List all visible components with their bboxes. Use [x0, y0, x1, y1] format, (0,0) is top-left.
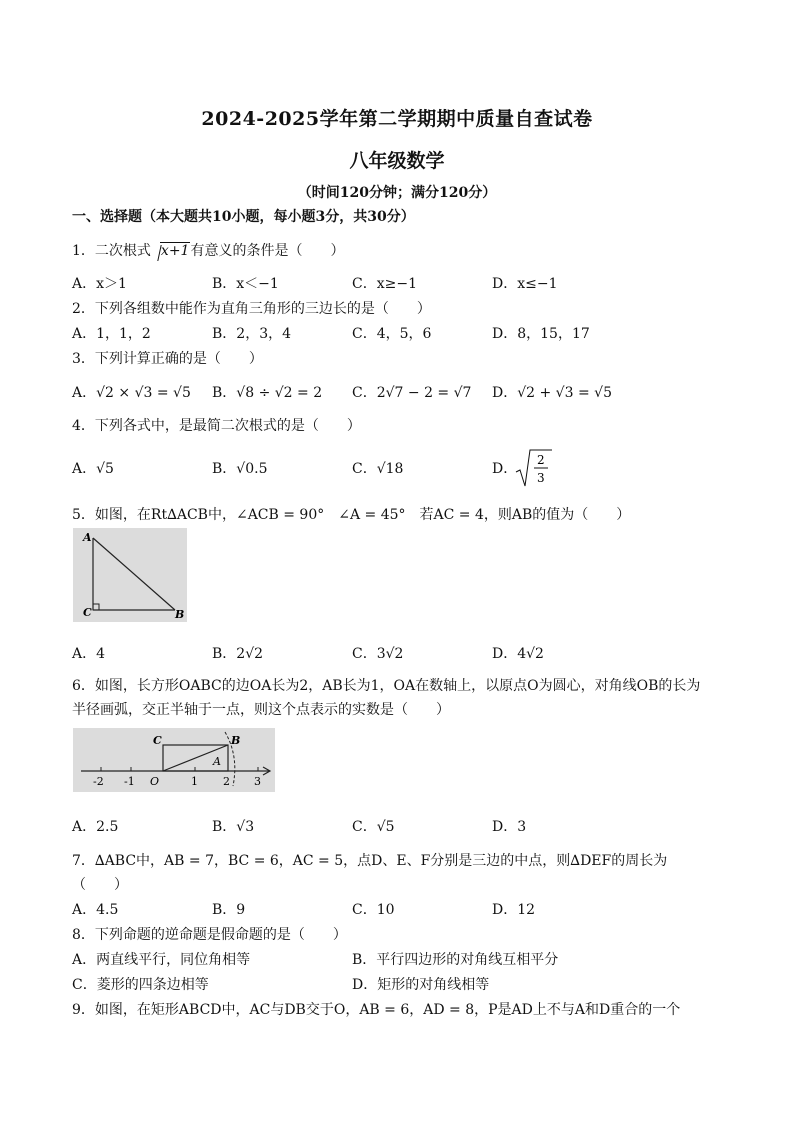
tick-label-neg1: -1 [124, 775, 135, 788]
question-5-option-b: B．2√2 [212, 646, 264, 662]
question-6-option-d: D．3 [492, 819, 527, 835]
question-3-option-a: A．√2 × √3 = √5 [72, 385, 191, 401]
question-7-option-b: B．9 [212, 902, 246, 918]
question-2-option-c: C．4，5，6 [352, 326, 432, 342]
question-5-option-d: D．4√2 [492, 646, 544, 662]
question-1-stem-b: 有意义的条件是（ ） [190, 243, 345, 259]
question-9-stem: 9．如图，在矩形ABCD中，AC与DB交于O，AB = 6，AD = 8，P是AD上不与A和D重合的一个 [72, 1002, 681, 1018]
question-4-stem: 4．下列各式中，是最简二次根式的是（ ） [72, 418, 361, 434]
question-7-option-d: D．12 [492, 902, 536, 918]
question-8-option-d: D．矩形的对角线相等 [352, 977, 490, 993]
question-3-option-b: B．√8 ÷ √2 = 2 [212, 385, 323, 401]
question-2-stem: 2．下列各组数中能作为直角三角形的三边长的是（ ） [72, 301, 431, 317]
exam-title: 2024-2025学年第二学期期中质量自查试卷 [201, 108, 593, 130]
question-5-option-c: C．3√2 [352, 646, 404, 662]
point-label-b: B [231, 734, 241, 747]
tick-label-neg2: -2 [93, 775, 104, 788]
vertex-label-b: B [175, 608, 185, 621]
point-label-a: A [213, 755, 221, 768]
section-heading: 一、选择题（本大题共10小题，每小题3分，共30分） [72, 209, 415, 225]
radicand: x+1 [160, 243, 190, 259]
question-5-stem: 5．如图，在Rt∆ACB中，∠ACB = 90° ∠A = 45° 若AC = 4，则AB的值为（ ） [72, 507, 631, 523]
question-4-option-c: C．√18 [352, 461, 404, 477]
vertex-label-c: C [83, 606, 92, 619]
question-3-option-d: D．√2 + √3 = √5 [492, 385, 612, 401]
question-8-option-a: A．两直线平行，同位角相等 [72, 952, 251, 968]
question-1-stem [72, 240, 344, 260]
question-5-option-a: A．4 [72, 646, 106, 662]
question-6-option-a: A．2.5 [72, 819, 119, 835]
tick-label-1: 1 [191, 775, 198, 788]
point-label-c: C [153, 734, 162, 747]
question-4-option-a: A．√5 [72, 461, 114, 477]
question-8-option-c: C．菱形的四条边相等 [72, 977, 209, 993]
question-8-stem: 8．下列命题的逆命题是假命题的是（ ） [72, 927, 347, 943]
fraction-numerator: 2 [537, 453, 545, 467]
radical-sign [151, 243, 191, 259]
question-6-stem-line1: 6．如图，长方形OABC的边OA长为2，AB长为1，OA在数轴上，以原点O为圆心，对角线OB的长为 [72, 678, 701, 694]
question-6-option-c: C．√5 [352, 819, 395, 835]
question-1-option-a: A．x＞1 [72, 276, 127, 292]
question-7-stem-line1: 7．∆ABC中，AB = 7，BC = 6，AC = 5，点D、E、F分别是三边的中点，则∆DEF的周长为 [72, 853, 668, 869]
question-3-option-c: C．2√7 − 2 = √7 [352, 385, 472, 401]
question-2-option-d: D．8，15，17 [492, 326, 590, 342]
question-1-option-d: D．x≤−1 [492, 276, 558, 292]
question-1-option-c: C．x≥−1 [352, 276, 417, 292]
question-2-option-a: A．1，1，2 [72, 326, 151, 342]
triangle-figure [73, 528, 187, 622]
question-4-option-b: B．√0.5 [212, 461, 268, 477]
tick-label-origin: O [150, 775, 160, 788]
fraction-denominator: 3 [537, 471, 545, 485]
tick-label-2: 2 [223, 775, 230, 788]
vertex-label-a: A [83, 531, 92, 544]
question-2-option-b: B．2，3，4 [212, 326, 292, 342]
question-7-stem-line2: （ ） [72, 877, 128, 893]
question-6-option-b: B．√3 [212, 819, 255, 835]
tick-label-3: 3 [254, 775, 261, 788]
exam-subject: 八年级数学 [349, 150, 445, 172]
question-6-stem-line2: 半径画弧，交正半轴于一点，则这个点表示的实数是（ ） [72, 702, 450, 718]
question-3-stem: 3．下列计算正确的是（ ） [72, 351, 263, 367]
question-1-option-b: B．x＜−1 [212, 276, 279, 292]
question-4-option-d-label: D． [492, 461, 518, 477]
time-note: （时间120分钟；满分120分） [297, 185, 497, 201]
number-line-figure [73, 728, 275, 792]
question-1-stem-a: 1．二次根式 [72, 243, 151, 259]
question-7-option-a: A．4.5 [72, 902, 119, 918]
fraction-radical [514, 448, 554, 490]
question-7-option-c: C．10 [352, 902, 395, 918]
question-8-option-b: B．平行四边形的对角线互相平分 [352, 952, 559, 968]
